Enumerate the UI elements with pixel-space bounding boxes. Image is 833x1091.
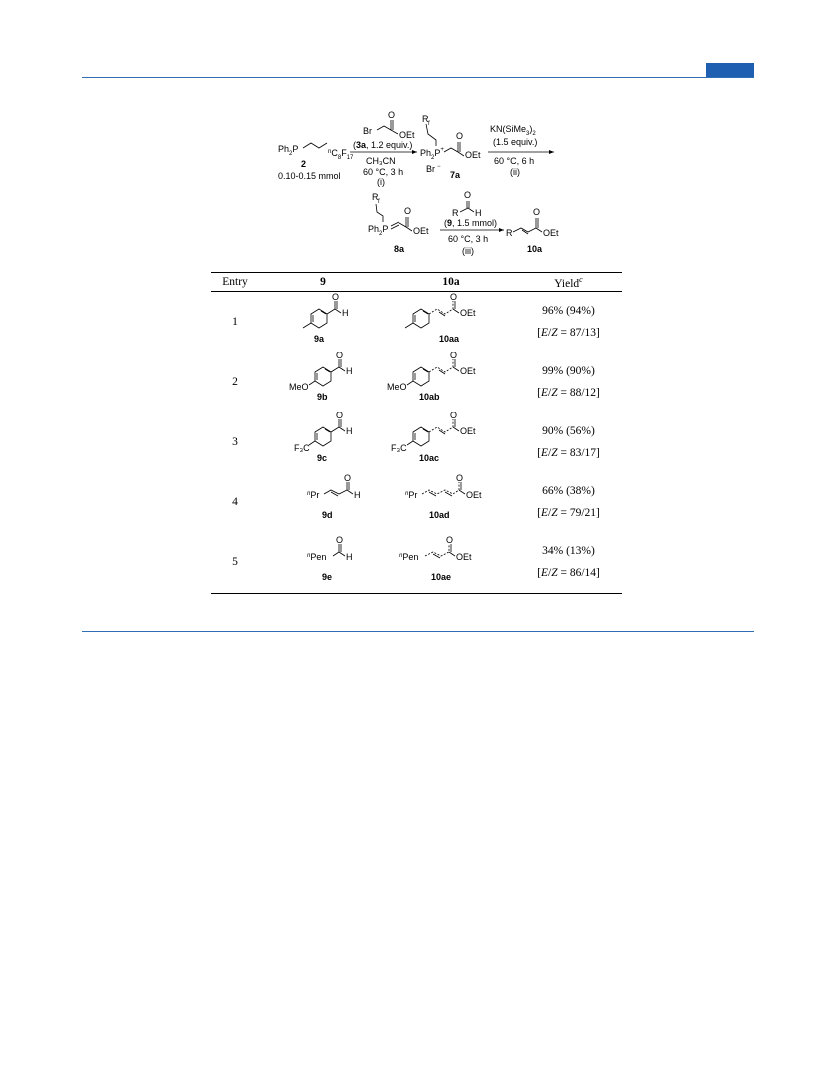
- entry-cell: 4: [232, 495, 238, 508]
- svg-text:Ph2P: $Ph_2P$: [278, 144, 299, 157]
- entry-cell: 2: [232, 375, 238, 388]
- intermediate-7a: [420, 114, 481, 180]
- svg-text:(ii): (ii): [510, 167, 520, 177]
- svg-text:60 °C, 6 h: 60 °C, 6 h: [494, 156, 535, 166]
- svg-text:10ae: 10ae: [431, 571, 452, 582]
- svg-text:OEt: OEt: [460, 425, 476, 436]
- svg-text:nPr: $^n$Pr: [307, 489, 320, 500]
- svg-text:O: O: [336, 534, 344, 545]
- aldehyde-cell: [259, 412, 387, 472]
- yield-cell: 90% (56%) [E/Z = 83/17]: [537, 424, 600, 459]
- reagent-9-aldehyde: [452, 190, 482, 218]
- svg-text:H: H: [346, 365, 353, 376]
- table-row: [211, 532, 622, 594]
- svg-text:O: O: [388, 110, 396, 120]
- header-yield: Yield$^c$: [515, 273, 622, 292]
- svg-text:OEt: OEt: [413, 226, 429, 236]
- svg-text:MeO: MeO: [387, 381, 407, 392]
- header-aldehyde: 9: [259, 273, 387, 292]
- product-cell: [387, 412, 515, 472]
- svg-text:nPr: $^n$Pr: [405, 489, 418, 500]
- svg-text:O: O: [456, 472, 464, 483]
- reagent-amount: 0.10-0.15 mmol: [278, 171, 341, 181]
- header-rule: [82, 77, 754, 78]
- svg-text:(iii): (iii): [462, 246, 474, 256]
- entry-cell: 3: [232, 435, 238, 448]
- structure-10ac: [387, 412, 515, 469]
- structure-10ad: [387, 472, 515, 529]
- svg-text:O: O: [332, 291, 340, 302]
- svg-text:Br: Br: [426, 164, 435, 174]
- svg-text:H: H: [475, 208, 482, 218]
- svg-text:O: O: [450, 411, 458, 420]
- svg-text:H: H: [354, 489, 361, 500]
- svg-text:O: O: [446, 534, 454, 545]
- svg-text:O: O: [336, 351, 344, 360]
- svg-text:R: R: [372, 192, 379, 202]
- svg-text:H: H: [346, 551, 353, 562]
- svg-text:Ph2P+: $Ph_2P^+$: [420, 147, 444, 161]
- product-10a: [506, 207, 559, 254]
- svg-text:R: R: [452, 208, 459, 218]
- intermediate-8a: [368, 192, 429, 254]
- compound-2-label: 2: [301, 159, 307, 169]
- structure-10aa: [387, 292, 515, 349]
- svg-text:OEt: OEt: [543, 228, 559, 238]
- svg-text:Ph2P: $Ph_2P$: [368, 224, 389, 237]
- svg-text:9d: 9d: [322, 509, 333, 520]
- svg-text:f: f: [428, 121, 430, 127]
- svg-text:nPen: $^n$Pen: [399, 551, 419, 562]
- svg-text:f: f: [378, 199, 380, 205]
- svg-text:nC8F17: $^nC_8F_{17}$: [328, 148, 354, 161]
- svg-text:60 °C, 3 h: 60 °C, 3 h: [363, 167, 404, 177]
- compound-8a-label: 8a: [394, 244, 405, 254]
- svg-text:(3a, 1.2 equiv.): (3a, 1.2 equiv.): [353, 140, 413, 150]
- svg-text:KN(SiMe3)2: $KN(SiMe_3)_2$: [490, 124, 536, 137]
- yield-cell: 96% (94%) [E/Z = 87/13]: [537, 304, 600, 339]
- svg-text:9b: 9b: [317, 391, 328, 402]
- svg-text:9e: 9e: [322, 571, 333, 582]
- header-product: 10a: [387, 273, 515, 292]
- svg-text:O: O: [456, 131, 464, 141]
- svg-text:O: O: [533, 207, 541, 217]
- aldehyde-cell: [259, 352, 387, 412]
- compound-10a-label: 10a: [527, 244, 543, 254]
- structure-9e: [259, 532, 387, 590]
- svg-text:OEt: OEt: [399, 130, 415, 140]
- svg-text:10ad: 10ad: [429, 509, 450, 520]
- svg-text:O: O: [464, 190, 472, 200]
- svg-text:O: O: [336, 411, 344, 420]
- svg-text:nPen: $^n$Pen: [307, 551, 327, 562]
- svg-text:9a: 9a: [314, 333, 325, 344]
- structure-9a: [259, 292, 387, 349]
- header-entry: Entry: [211, 273, 259, 292]
- aldehyde-cell: [259, 532, 387, 594]
- svg-text:OEt: OEt: [460, 365, 476, 376]
- table-row: [211, 412, 622, 472]
- structure-10ae: [387, 532, 515, 590]
- svg-text:R: R: [422, 114, 429, 124]
- svg-text:O: O: [450, 351, 458, 360]
- header-accent-tab: [706, 63, 754, 77]
- table-header-row: [211, 273, 622, 292]
- results-table: [211, 272, 622, 594]
- svg-text:(i): (i): [377, 177, 385, 187]
- structure-10ab: [387, 352, 515, 409]
- svg-text:9c: 9c: [317, 452, 328, 463]
- svg-text:H: H: [342, 307, 349, 318]
- svg-text:F₃C: F₃C: [294, 442, 310, 453]
- compound-7a-label: 7a: [450, 170, 461, 180]
- table-row: [211, 291, 622, 352]
- svg-text:O: O: [450, 291, 458, 302]
- svg-text:10ab: 10ab: [419, 391, 440, 402]
- structure-9b: [259, 352, 387, 409]
- table-row: [211, 352, 622, 412]
- product-cell: [387, 291, 515, 352]
- svg-text:OEt: OEt: [460, 307, 476, 318]
- svg-text:10ac: 10ac: [419, 452, 440, 463]
- yield-cell: 34% (13%) [E/Z = 86/14]: [515, 532, 622, 594]
- svg-text:F₃C: F₃C: [391, 442, 407, 453]
- product-cell: [387, 532, 515, 594]
- svg-text:O: O: [344, 472, 352, 483]
- svg-text:OEt: OEt: [466, 489, 482, 500]
- svg-text:R: R: [506, 228, 513, 238]
- aldehyde-cell: [259, 472, 387, 532]
- structure-9d: [259, 472, 387, 529]
- entry-cell: 1: [232, 315, 238, 328]
- svg-text:MeO: MeO: [289, 381, 309, 392]
- structure-9c: [259, 412, 387, 469]
- svg-text:CH₃CN: CH₃CN: [366, 156, 396, 166]
- svg-text:60 °C, 3 h: 60 °C, 3 h: [448, 234, 489, 244]
- svg-text:(1.5 equiv.): (1.5 equiv.): [493, 137, 538, 147]
- table-row: [211, 472, 622, 532]
- reaction-scheme: [270, 108, 570, 274]
- svg-text:Br: Br: [363, 126, 372, 136]
- svg-text:OEt: OEt: [465, 150, 481, 160]
- svg-text:10aa: 10aa: [439, 333, 460, 344]
- reagent-2: [278, 143, 354, 181]
- svg-text:(9, 1.5 mmol): (9, 1.5 mmol): [444, 218, 498, 228]
- svg-text:OEt: OEt: [456, 551, 472, 562]
- product-cell: [387, 472, 515, 532]
- entry-cell: 5: [211, 532, 259, 594]
- aldehyde-cell: [259, 291, 387, 352]
- product-cell: [387, 352, 515, 412]
- svg-text:O: O: [404, 206, 412, 216]
- footer-rule: [82, 631, 754, 632]
- yield-cell: 99% (90%) [E/Z = 88/12]: [537, 364, 600, 399]
- svg-text:H: H: [346, 425, 353, 436]
- reagent-3a: [363, 110, 415, 140]
- yield-cell: 66% (38%) [E/Z = 79/21]: [537, 484, 600, 519]
- svg-text:−: −: [437, 164, 441, 170]
